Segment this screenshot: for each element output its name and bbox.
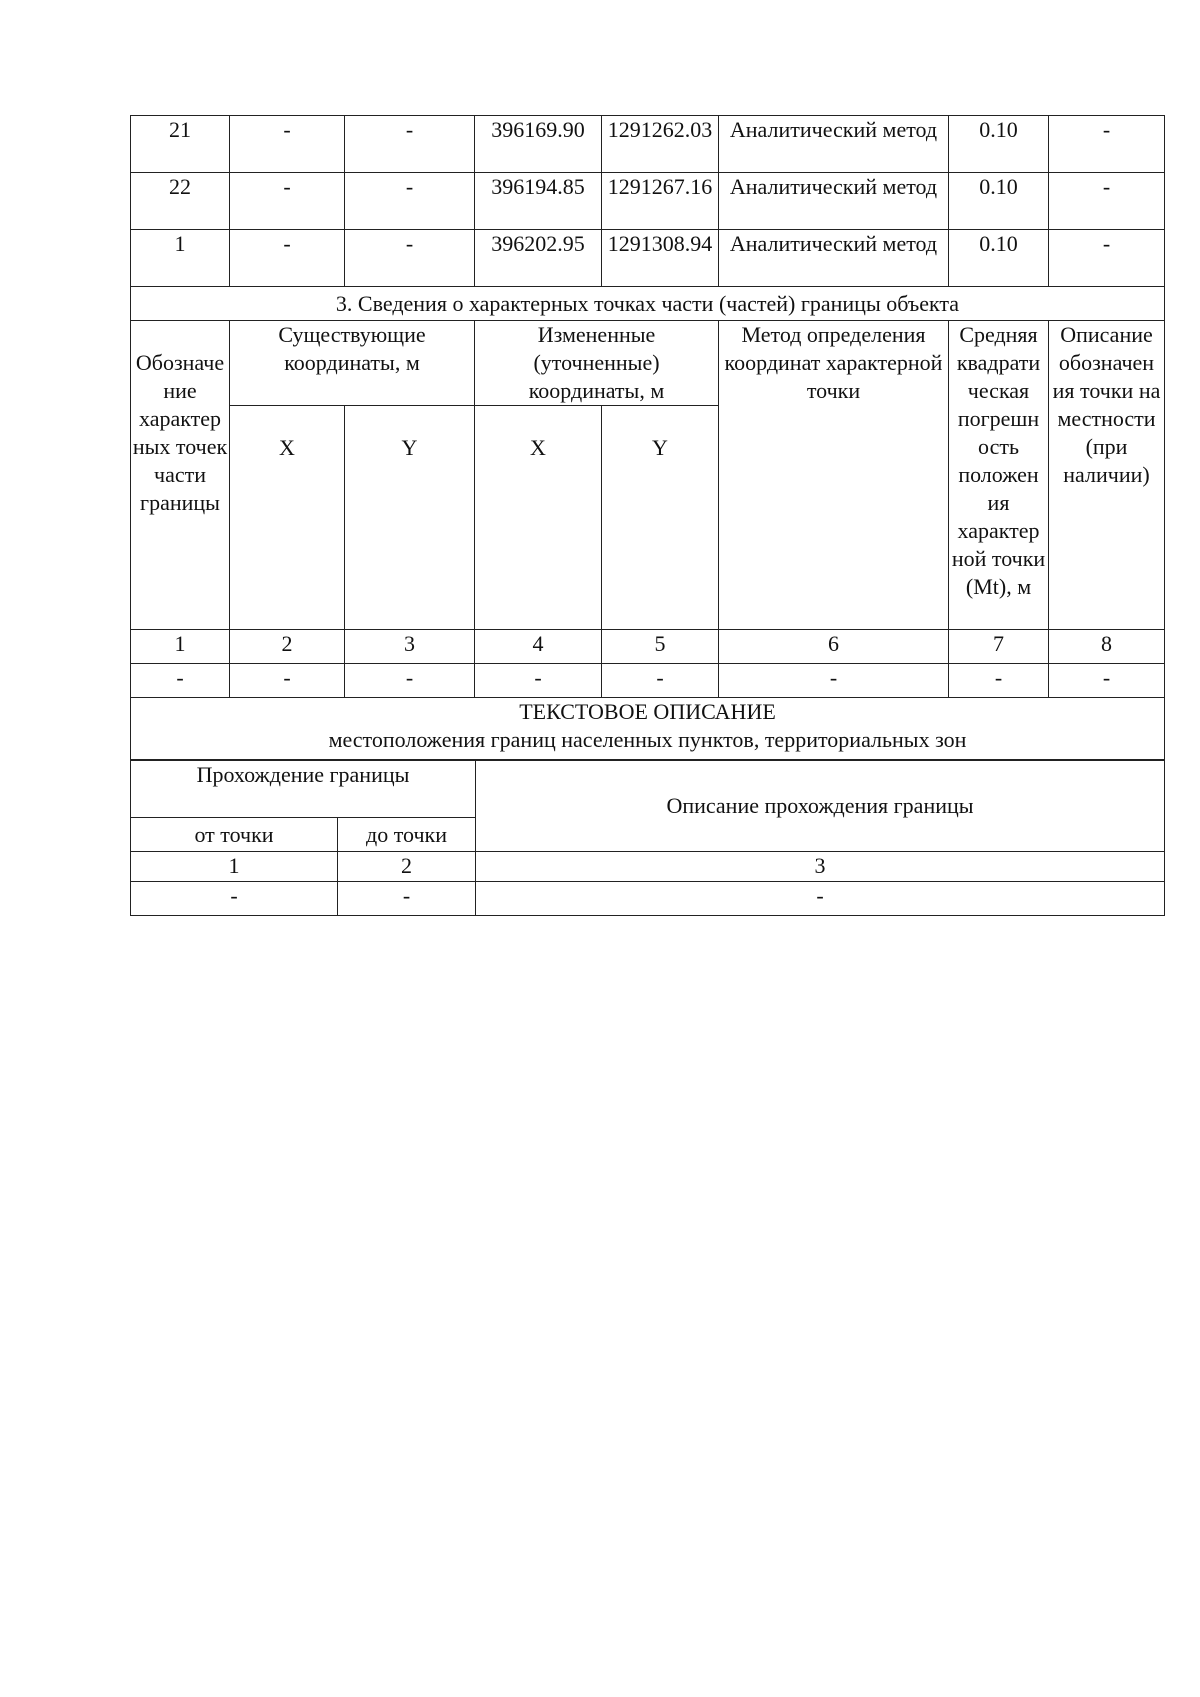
cell: 1291267.16	[602, 173, 719, 230]
text-description-subtitle: местоположения границ населенных пунктов, территориальных зон	[328, 727, 967, 752]
table-row	[131, 173, 1165, 230]
cell: -	[719, 664, 949, 698]
cell: 4	[475, 630, 602, 664]
cell: 1291308.94	[602, 230, 719, 287]
point-number: 21	[131, 116, 230, 173]
cell: -	[1049, 116, 1165, 173]
cell: -	[230, 116, 345, 173]
boundary-passage-table	[130, 760, 1165, 916]
cell: -	[1049, 230, 1165, 287]
from-point-header: от точки	[131, 818, 338, 852]
table-row	[131, 664, 1165, 698]
designation-header: Обозначе ние характер ных точек части границы	[131, 321, 230, 630]
table-row	[131, 230, 1165, 287]
column-numbers-row	[131, 630, 1165, 664]
cell: 0.10	[949, 116, 1049, 173]
cell: 0.10	[949, 173, 1049, 230]
description-header: Описание обозначен ия точки на местности (при наличии)	[1049, 321, 1165, 630]
mt-header: Средняя квадрати ческая погрешн ость положен ия характер ной точки (Mt), м	[949, 321, 1049, 630]
cell: Аналитический метод	[719, 116, 949, 173]
cell: -	[345, 230, 475, 287]
point-number: 22	[131, 173, 230, 230]
x-header: X	[475, 406, 602, 630]
cell: -	[230, 230, 345, 287]
cell: -	[476, 882, 1165, 916]
cell: -	[338, 882, 476, 916]
cell: 1291262.03	[602, 116, 719, 173]
method-header: Метод определения координат характерной точки	[719, 321, 949, 630]
cell: 7	[949, 630, 1049, 664]
cell: 3	[476, 852, 1165, 882]
cell: -	[345, 116, 475, 173]
cell: -	[230, 664, 345, 698]
cell: -	[345, 173, 475, 230]
cell: -	[131, 664, 230, 698]
cell: Аналитический метод	[719, 173, 949, 230]
cell: 396194.85	[475, 173, 602, 230]
y-header: Y	[602, 406, 719, 630]
cell: -	[1049, 173, 1165, 230]
cell: 8	[1049, 630, 1165, 664]
existing-coords-header: Существующие координаты, м	[230, 321, 475, 406]
cell: 3	[345, 630, 475, 664]
cell: 6	[719, 630, 949, 664]
changed-coords-header: Измененные (уточненные) координаты, м	[475, 321, 719, 406]
text-description-heading: ТЕКСТОВОЕ ОПИСАНИЕ	[519, 699, 776, 724]
table-row	[131, 116, 1165, 173]
cell: Аналитический метод	[719, 230, 949, 287]
passage-header: Прохождение границы	[131, 761, 476, 818]
cell: -	[131, 882, 338, 916]
cell: 1	[131, 630, 230, 664]
x-header: X	[230, 406, 345, 630]
cell: -	[602, 664, 719, 698]
cell: -	[230, 173, 345, 230]
boundary-points-table	[130, 115, 1165, 760]
section3-title: 3. Сведения о характерных точках части (частей) границы объекта	[131, 287, 1165, 321]
cell: -	[345, 664, 475, 698]
to-point-header: до точки	[338, 818, 476, 852]
table-row	[131, 882, 1165, 916]
cell: 2	[230, 630, 345, 664]
cell: -	[475, 664, 602, 698]
cell: -	[949, 664, 1049, 698]
cell: 396202.95	[475, 230, 602, 287]
y-header: Y	[345, 406, 475, 630]
passage-description-header: Описание прохождения границы	[476, 761, 1165, 852]
cell: 0.10	[949, 230, 1049, 287]
cell: 1	[131, 852, 338, 882]
cell: 2	[338, 852, 476, 882]
cell: 396169.90	[475, 116, 602, 173]
cell: -	[1049, 664, 1165, 698]
column-numbers-row	[131, 852, 1165, 882]
text-description-title	[131, 698, 1165, 760]
cell: 5	[602, 630, 719, 664]
point-number: 1	[131, 230, 230, 287]
